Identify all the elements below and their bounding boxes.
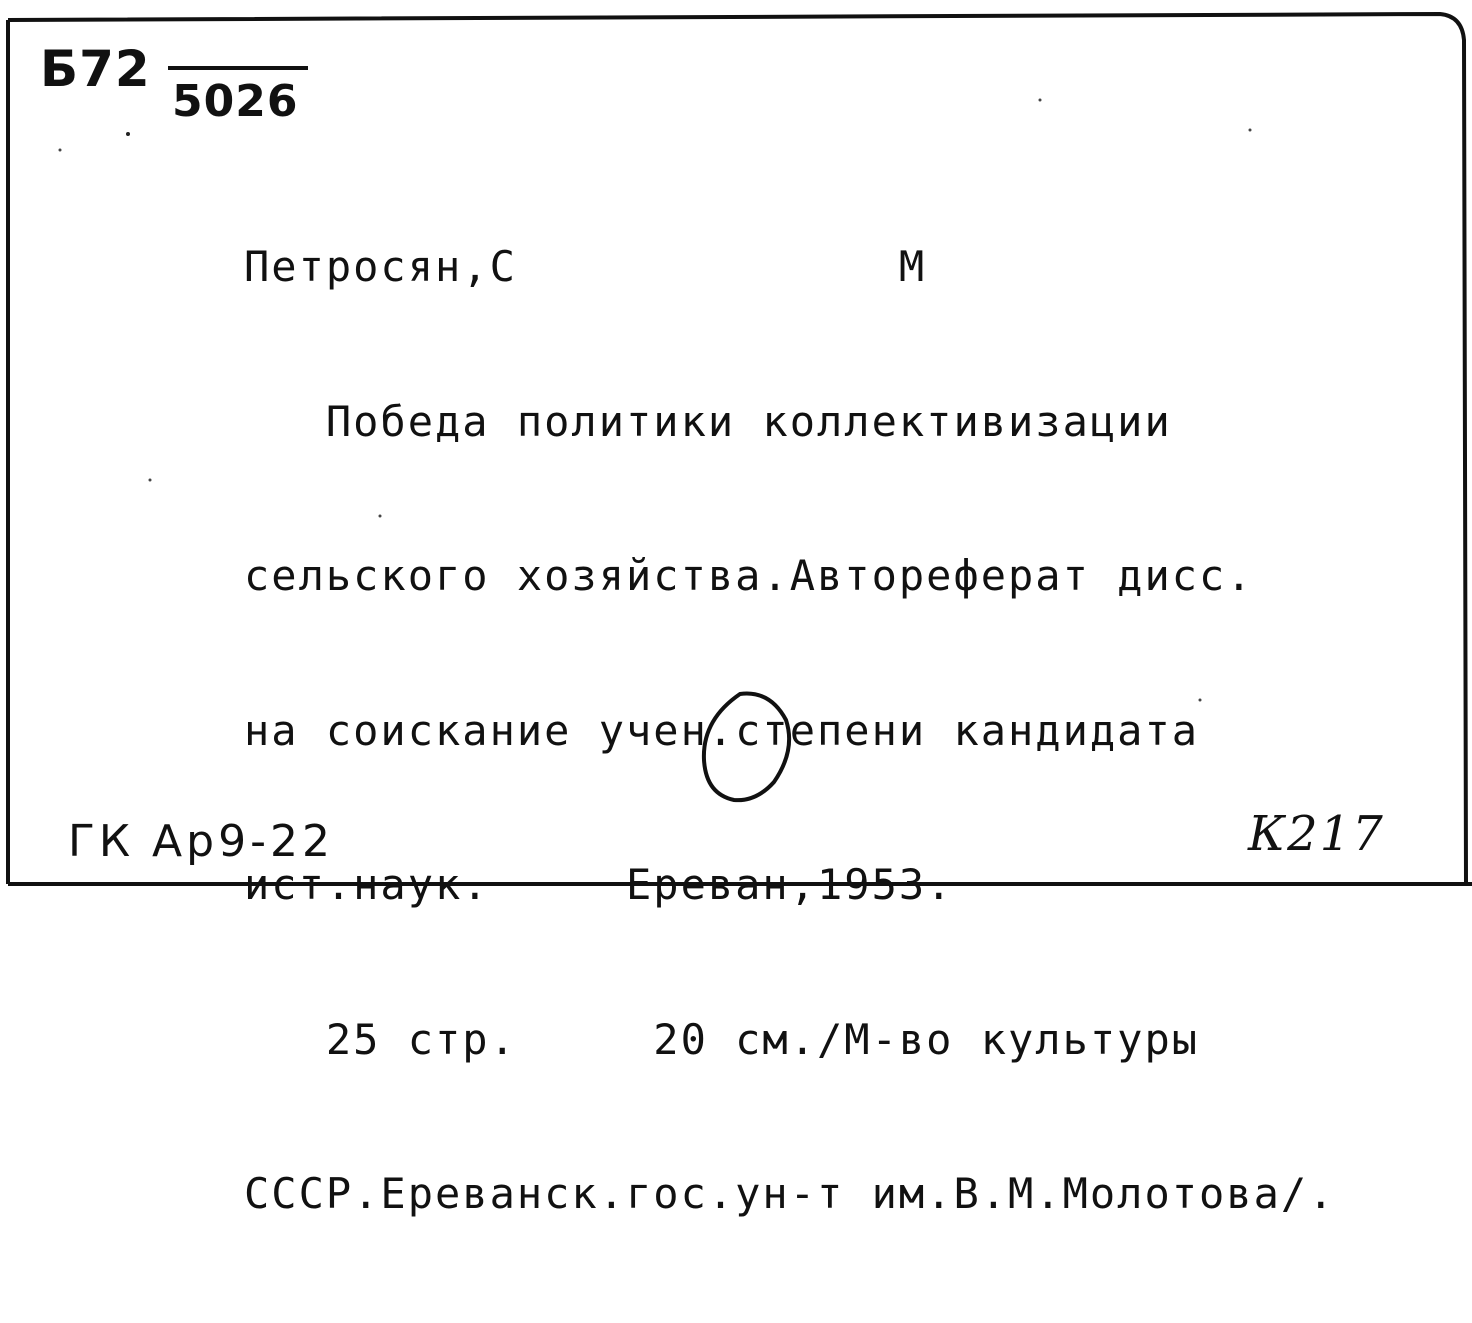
series-line: СССР.Ереванск.гос.ун-т им.В.М.Молотова/. xyxy=(244,1169,1336,1218)
call-number: 5026 xyxy=(172,76,299,127)
bottom-left-handwritten-note: ГК Ар9-22 xyxy=(68,816,334,867)
title-line-2: сельского хозяйства.Автореферат дисс. xyxy=(244,551,1254,600)
publication-line: ист.наук. Ереван,1953. xyxy=(244,860,954,909)
punch-hole-icon xyxy=(700,690,792,804)
author-line: Петросян,С М xyxy=(244,242,927,291)
title-line-1: Победа политики коллективизации xyxy=(244,396,1172,446)
shelf-mark: Б72 xyxy=(40,40,151,98)
physical-description-line: 25 стр. 20 см./М-во культуры xyxy=(244,1014,1200,1064)
bottom-right-handwritten-note: К217 xyxy=(1248,806,1385,862)
title-line-3: на соискание учен.степени кандидата xyxy=(244,705,1200,755)
